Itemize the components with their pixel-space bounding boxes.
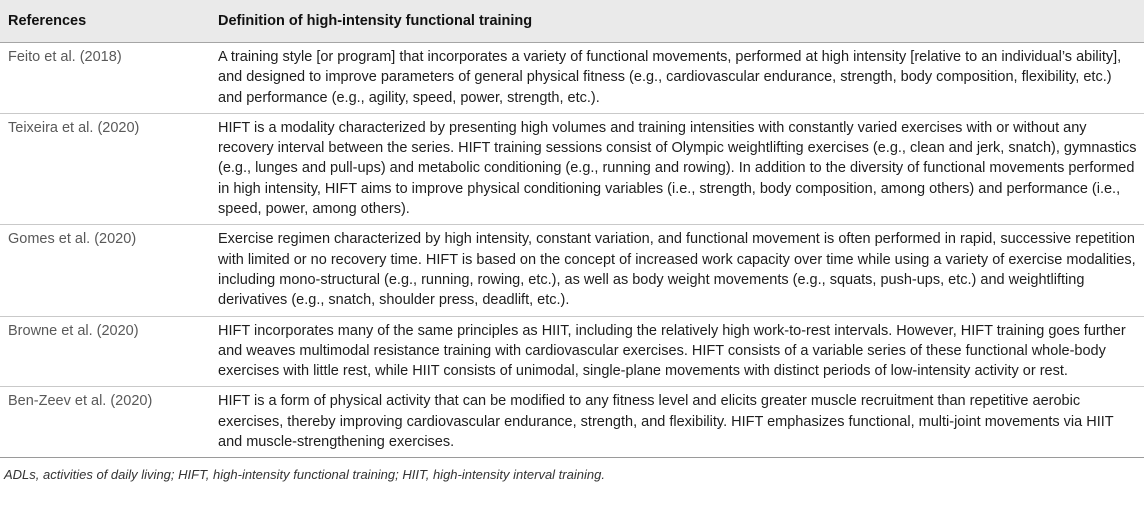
header-references: References	[8, 13, 87, 29]
reference-cell: Gomes et al. (2020)	[8, 231, 137, 248]
table-row	[0, 317, 1144, 388]
reference-cell: Feito et al. (2018)	[8, 49, 122, 65]
header-definition: Definition of high-intensity functional training	[218, 13, 533, 29]
table-row	[0, 387, 1144, 458]
reference-cell: Ben-Zeev et al. (2020)	[8, 393, 153, 410]
table-row	[0, 225, 1144, 316]
table-footnote: ADLs, activities of daily living; HIFT, high-intensity functional training; HIIT, high-intensity interval training.	[4, 467, 605, 483]
definition-cell: HIFT is a form of physical activity that can be modified to any fitness level and elicits greater muscle recruitment than repetitive aerobic exercises, thereby improving cardiovascular endurance, strength, and flexibility. HIFT emphasizes functional, multi-joint movements via HIIT and muscle-strengthening exercises.	[218, 393, 1114, 451]
definition-cell: HIFT incorporates many of the same principles as HIIT, including the relatively high work-to-rest intervals. However, HIFT training goes further and weaves multimodal resistance training with cardiovascular exercises. HIFT consists of a variable series of these functional whole-body exercises with little rest, while HIIT consists of unimodal, single-plane movements with distinct periods of low-intensity activity or rest.	[218, 322, 1126, 380]
reference-cell: Teixeira et al. (2020)	[8, 119, 140, 136]
definition-cell: HIFT is a modality characterized by presenting high volumes and training intensities with constantly varied exercises with or without any recovery interval between the series. HIFT training sessions consist of Olympic weightlifting exercises (e.g., clean and jerk, snatch), gymnastics (e.g., lunges and pull-ups) and metabolic conditioning (e.g., running and rowing). In addition to the diversity of functional movements performed in high intensity, HIFT aims to improve physical conditioning variables (i.e., strength, body composition, among others) and performance (i.e., speed, power, among others).	[218, 119, 1137, 218]
definition-cell: A training style [or program] that incorporates a variety of functional movements, performed at high intensity [relative to an individual’s ability], and designed to improve parameters of general physical fitness (e.g., cardiovascular endurance, strength, body composition, flexibility, etc.) and performance (e.g., agility, speed, power, strength, etc.).	[218, 49, 1122, 106]
table-row	[0, 43, 1144, 114]
table-row	[0, 114, 1144, 225]
definition-cell: Exercise regimen characterized by high intensity, constant variation, and functional movement is often performed in rapid, successive repetition with limited or no recovery time. HIFT is based on the concept of increased work capacity over time while using a variety of exercise modalities, including mono-structural (e.g., running, rowing, etc.), as well as body weight movements (e.g., squats, push-ups, etc.) and weightlifting derivatives (e.g., snatch, shoulder press, deadlift, etc.).	[218, 231, 1136, 309]
table-header	[0, 0, 1144, 43]
reference-cell: Browne et al. (2020)	[8, 322, 139, 339]
